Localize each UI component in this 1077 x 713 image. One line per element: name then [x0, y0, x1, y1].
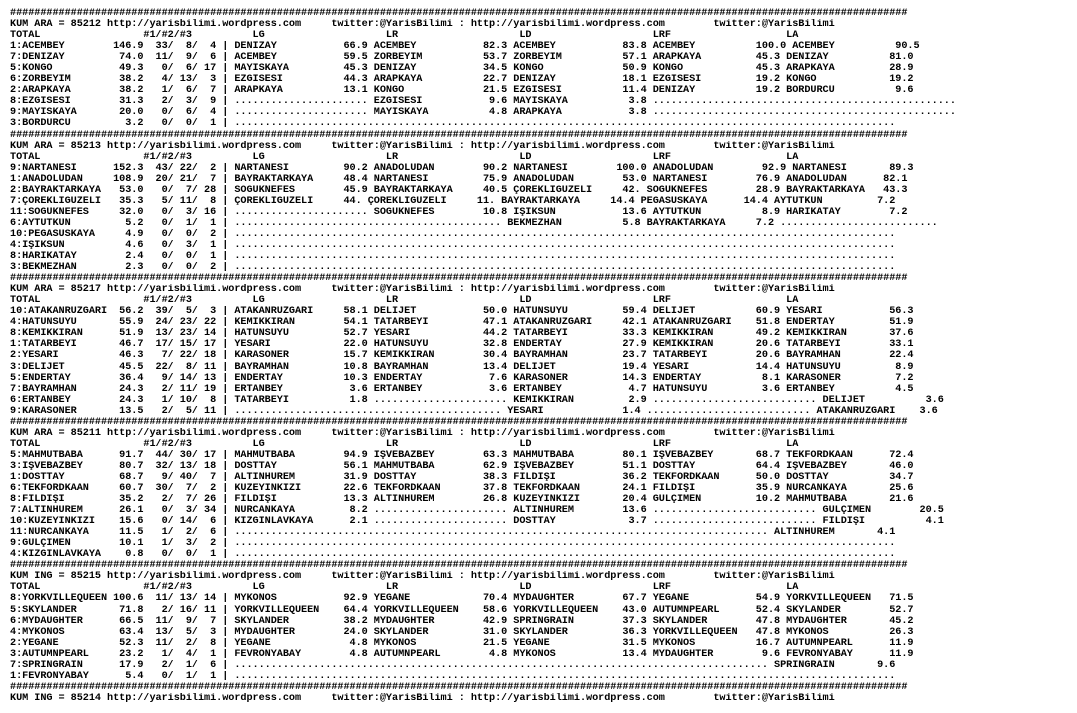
horse-row: 2:ARAPKAYA 38.2 1/ 6/ 7 | ARAPKAYA 13.1 KONGO 21.5 EZGİSESİ 11.4 DENİZAY 19.2 BORDÜRCÜ 9.6	[10, 85, 914, 97]
horse-row: 8:HARİKATAY 2.4 0/ 0/ 1 | .............................................................................................................	[10, 251, 896, 263]
horse-row: 1:ANADOLUDAN 108.9 20/ 21/ 7 | BAYRAKTARKAYA 48.4 NARTANESİ 75.9 ANADOLUDAN 53.0 NARTANESİ 76.9 ANADOLUDAN 82.1	[10, 173, 908, 185]
separator-line: ####################################################################################################################################################	[10, 416, 908, 428]
separator-line: ####################################################################################################################################################	[10, 560, 908, 572]
horse-row: 4:IŞIKSUN 4.6 0/ 3/ 1 | .............................................................................................................	[10, 239, 896, 251]
horse-row: 1:ACEMBEY 146.9 33/ 8/ 4 | DENİZAY 66.9 ACEMBEY 82.3 ACEMBEY 83.8 ACEMBEY 100.0 ACEMBEY 90.5	[10, 41, 920, 53]
separator-line: ####################################################################################################################################################	[10, 8, 908, 19]
separator-line: ####################################################################################################################################################	[10, 273, 908, 285]
race-header-line: KUM ARA = 85212 http://yarisbilimi.wordpress.com twitter:@YarisBilimi : http://yarisbilimi.wordpress.com twitter:@YarisBilimi	[10, 19, 835, 31]
race-header-line: KUM ARA = 85217 http://yarisbilimi.wordpress.com twitter:@YarisBilimi : http://yarisbilimi.wordpress.com twitter:@YarisBilimi	[10, 284, 835, 296]
horse-row: 1:TATARBEYİ 46.7 17/ 15/ 17 | YESARİ 22.0 HATUNSUYU 32.8 ENDERTAY 27.9 KEMİKKIRAN 20.6 TATARBEYİ 33.1	[10, 339, 914, 351]
horse-row: 3:BEKMEZHAN 2.3 0/ 0/ 2 | .............................................................................................................	[10, 262, 896, 274]
horse-row: 7:ALTINHÜREM 26.1 0/ 3/ 34 | NURCANKAYA 8.2 ...................... ALTINHÜREM 13.6 ........................... GÜLÇİMEN 20.5	[10, 505, 944, 517]
horse-row: 3:BORDÜRCÜ 3.2 0/ 0/ 1 | .............................................................................................................	[10, 118, 896, 130]
horse-row: 10:ATAKANRÜZGARI 56.2 39/ 5/ 3 | ATAKANRÜZGARI 58.1 DELİJET 50.0 HATUNSUYU 59.4 DELİJET 60.9 YESARİ 56.3	[10, 306, 914, 318]
horse-row: 3:AUTUMNPEARL 23.2 1/ 4/ 1 | FEVRONYABAY 4.8 AUTUMNPEARL 4.8 MYKONOS 13.4 MYDAUGHTER 9.6 FEVRONYABAY 11.9	[10, 648, 914, 660]
horse-row: 6:ERTANBEY 24.3 1/ 10/ 8 | TATARBEYİ 1.8 ...................... KEMİKKIRAN 2.9 ........................... DELİJET 3.6	[10, 394, 944, 406]
horse-row: 5:KONGO 49.3 0/ 6/ 17 | MAYISKAYA 45.3 DENİZAY 34.5 KONGO 50.9 KONGO 45.3 ARAPKAYA 28.9	[10, 63, 914, 75]
column-header-line: TOTAL #1/#2/#3 LG LR LD LRF LA	[10, 438, 799, 450]
horse-row: 7:BAYRAMHAN 24.3 2/ 11/ 19 | ERTANBEY 3.6 ERTANBEY 3.6 ERTANBEY 4.7 HATUNSUYU 3.6 ERTANBEY 4.5	[10, 383, 914, 395]
race-header-line: KUM ING = 85215 http://yarisbilimi.wordpress.com twitter:@YarisBilimi : http://yarisbilimi.wordpress.com twitter:@YarisBilimi	[10, 571, 835, 583]
horse-row: 4:HATUNSUYU 55.9 24/ 23/ 22 | KEMİKKIRAN 54.1 TATARBEYİ 47.1 ATAKANRÜZGARI 42.1 ATAKANRÜZGARI 51.8 ENDERTAY 51.9	[10, 317, 914, 329]
horse-row: 10:KUZEYİNKIZI 15.6 0/ 14/ 6 | KIZGINLAVKAYA 2.1 ...................... DOSTTAY 3.7 ........................... FİLDİŞİ 4.1	[10, 516, 944, 528]
horse-row: 1:FEVRONYABAY 5.4 0/ 1/ 1 | .............................................................................................................	[10, 670, 896, 682]
horse-row: 11:SOĞUKNEFES 32.0 0/ 3/ 16 | ...................... SOĞUKNEFES 10.8 IŞIKSUN 13.6 AYTUTKUN 8.9 HARİKATAY 7.2	[10, 206, 908, 218]
horse-row: 6:AYTUTKUN 5.2 0/ 1/ 1 | ............................................ BEKMEZHAN 5.8 BAYRAKTARKAYA 7.2 ..........................	[10, 217, 938, 229]
race-header-line: KUM ARA = 85211 http://yarisbilimi.wordpress.com twitter:@YarisBilimi : http://yarisbilimi.wordpress.com twitter:@YarisBilimi	[10, 427, 835, 439]
column-header-line: TOTAL #1/#2/#3 LG LR LD LRF LA	[10, 295, 799, 307]
separator-line: ####################################################################################################################################################	[10, 129, 908, 141]
race-header-line: KUM ARA = 85213 http://yarisbilimi.wordpress.com twitter:@YarisBilimi : http://yarisbilimi.wordpress.com twitter:@YarisBilimi	[10, 140, 835, 152]
horse-row: 7:ÇÖREKLİGÜZELİ 35.3 5/ 11/ 8 | ÇÖREKLİGÜZELİ 44. ÇÖREKLİGÜZELİ 11. BAYRAKTARKAYA 14.4 PEGASUSKAYA 14.4 AYTUTKUN 7.2	[10, 195, 896, 207]
horse-row: 2:BAYRAKTARKAYA 53.0 0/ 7/ 28 | SOĞUKNEFES 45.9 BAYRAKTARKAYA 40.5 ÇÖREKLİGÜZELİ 42. SOĞUKNEFES 28.9 BAYRAKTARKAYA 43.3	[10, 184, 908, 196]
horse-row: 3:İŞVEBAZBEY 80.7 32/ 13/ 18 | DOSTTAY 56.1 MAHMUTBABA 62.9 İŞVEBAZBEY 51.1 DOSTTAY 64.4 İŞVEBAZBEY 46.0	[10, 460, 914, 472]
horse-row: 11:NURCANKAYA 11.5 1/ 2/ 6 | ........................................................................................ ALTINHÜREM 4.1	[10, 527, 896, 539]
horse-row: 8:FİLDİŞİ 35.2 2/ 7/ 26 | FİLDİŞİ 13.3 ALTINHÜREM 26.8 KUZEYİNKIZI 20.4 GÜLÇİMEN 10.2 MAHMUTBABA 21.6	[10, 494, 914, 506]
horse-row: 8:EZGİSESİ 31.3 2/ 3/ 9 | ...................... EZGİSESİ 9.6 MAYISKAYA 3.8 ..................................................	[10, 96, 956, 108]
horse-row: 9:GÜLÇİMEN 10.1 1/ 3/ 2 | .............................................................................................................	[10, 538, 896, 550]
horse-row: 6:ZORBEYİM 38.2 4/ 13/ 3 | EZGİSESİ 44.3 ARAPKAYA 22.7 DENİZAY 18.1 EZGİSESİ 19.2 KONGO 19.2	[10, 74, 914, 86]
race-header-line: KUM ING = 85214 http://yarisbilimi.wordpress.com twitter:@YarisBilimi : http://yarisbilimi.wordpress.com twitter:@YarisBilimi	[10, 692, 835, 704]
column-header-line: TOTAL #1/#2/#3 LG LR LD LRF LA	[10, 151, 799, 163]
horse-row: 9:KARASONER 13.5 2/ 5/ 11 | ............................................ YESARİ 1.4 ........................... ATAKANRÜZGARI 3.6	[10, 405, 938, 417]
horse-row: 5:SKYLANDER 71.8 2/ 16/ 11 | YORKVILLEQUEEN 64.4 YORKVILLEQUEEN 58.6 YORKVILLEQUEEN 43.0 AUTUMNPEARL 52.4 SKYLANDER 52.7	[10, 604, 914, 616]
horse-row: 7:SPRINGRAIN 17.9 2/ 1/ 6 | ........................................................................................ SPRINGRAIN 9.6	[10, 659, 896, 671]
horse-row: 4:MYKONOS 63.4 13/ 5/ 3 | MYDAUGHTER 24.0 SKYLANDER 31.0 SKYLANDER 36.3 YORKVILLEQUEEN 47.8 MYKONOS 26.3	[10, 626, 914, 638]
horse-row: 3:DELİJET 45.5 22/ 8/ 11 | BAYRAMHAN 10.8 BAYRAMHAN 13.4 DELİJET 19.4 YESARİ 14.4 HATUNSUYU 8.9	[10, 361, 914, 373]
horse-row: 9:NARTANESİ 152.3 43/ 22/ 2 | NARTANESİ 90.2 ANADOLUDAN 90.2 NARTANESİ 100.0 ANADOLUDAN 92.9 NARTANESİ 89.3	[10, 162, 914, 174]
horse-row: 9:MAYISKAYA 20.0 0/ 6/ 4 | ...................... MAYISKAYA 4.8 ARAPKAYA 3.8 ..................................................	[10, 107, 956, 119]
horse-row: 8:YORKVILLEQUEEN 100.6 11/ 13/ 14 | MYKONOS 92.9 YEGANE 70.4 MYDAUGHTER 67.7 YEGANE 54.9 YORKVILLEQUEEN 71.5	[10, 593, 914, 605]
horse-row: 1:DOSTTAY 68.7 9/ 40/ 7 | ALTINHÜREM 31.9 DOSTTAY 38.3 FİLDİŞİ 36.2 TEKFORDKAAN 50.0 DOSTTAY 34.7	[10, 471, 914, 483]
column-header-line: TOTAL #1/#2/#3 LG LR LD LRF LA	[10, 30, 799, 42]
horse-row: 4:KIZGINLAVKAYA 0.8 0/ 0/ 1 | .............................................................................................................	[10, 549, 896, 561]
horse-row: 6:MYDAUGHTER 66.5 11/ 9/ 7 | SKYLANDER 38.2 MYDAUGHTER 42.9 SPRINGRAIN 37.3 SKYLANDER 47.8 MYDAUGHTER 45.2	[10, 615, 914, 627]
horse-row: 5:MAHMUTBABA 91.7 44/ 30/ 17 | MAHMUTBABA 94.9 İŞVEBAZBEY 63.3 MAHMUTBABA 80.1 İŞVEBAZBEY 68.7 TEKFORDKAAN 72.4	[10, 449, 914, 461]
separator-line: ####################################################################################################################################################	[10, 681, 908, 693]
horse-row: 7:DENİZAY 74.0 11/ 9/ 6 | ACEMBEY 59.5 ZORBEYİM 53.7 ZORBEYİM 57.1 ARAPKAYA 45.3 DENİZAY 81.0	[10, 52, 914, 64]
column-header-line: TOTAL #1/#2/#3 LG LR LD LRF LA	[10, 582, 799, 594]
horse-row: 2:YESARİ 46.3 7/ 22/ 18 | KARASONER 15.7 KEMİKKIRAN 30.4 BAYRAMHAN 23.7 TATARBEYİ 20.6 BAYRAMHAN 22.4	[10, 350, 914, 362]
horse-row: 8:KEMİKKIRAN 51.9 13/ 23/ 14 | HATUNSUYU 52.7 YESARİ 44.2 TATARBEYİ 33.3 KEMİKKIRAN 49.2 KEMİKKIRAN 37.6	[10, 328, 914, 340]
horse-row: 6:TEKFORDKAAN 60.7 30/ 7/ 2 | KUZEYİNKIZI 22.6 TEKFORDKAAN 37.8 TEKFORDKAAN 24.1 FİLDİŞİ 35.9 NURCANKAYA 25.6	[10, 483, 914, 495]
horse-row: 2:YEGANE 52.3 11/ 2/ 8 | YEGANE 4.8 MYKONOS 21.5 YEGANE 31.5 MYKONOS 16.7 AUTUMNPEARL 11.9	[10, 637, 914, 649]
horse-row: 10:PEGASUSKAYA 4.9 0/ 0/ 2 | .............................................................................................................	[10, 228, 896, 240]
horse-row: 5:ENDERTAY 36.4 9/ 14/ 13 | ENDERTAY 10.3 ENDERTAY 7.6 KARASONER 14.3 ENDERTAY 8.1 KARASONER 7.2	[10, 372, 914, 384]
race-stats-document	[10, 8, 1072, 704]
